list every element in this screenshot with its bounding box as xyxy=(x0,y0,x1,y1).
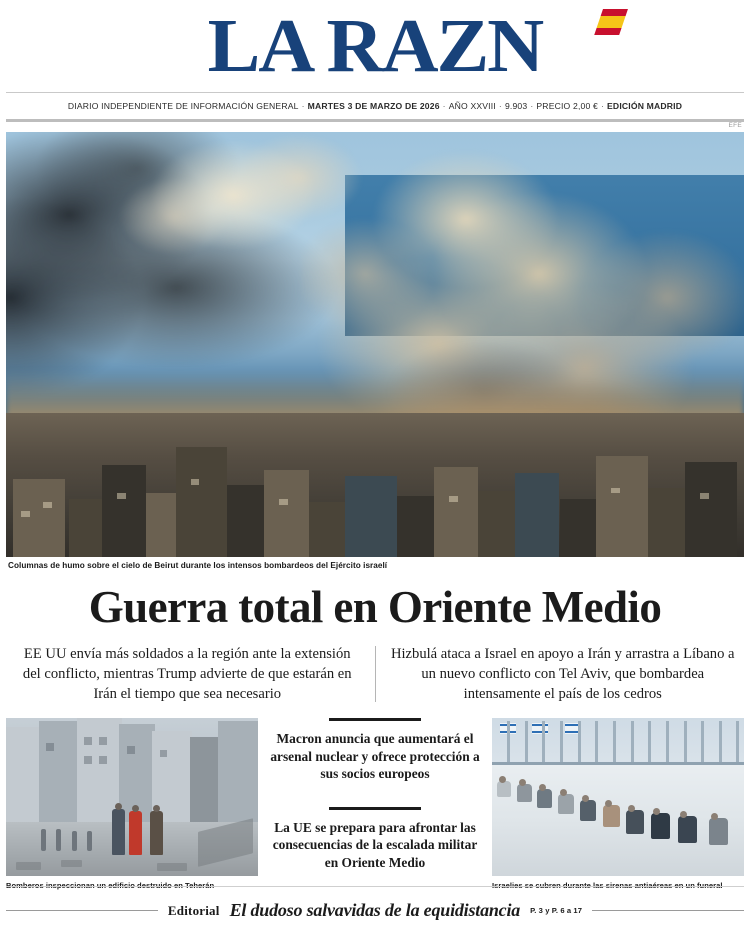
editorial-title[interactable]: El dudoso salvavidas de la equidistancia xyxy=(229,900,521,920)
lower-section xyxy=(6,718,744,890)
footer-line-left xyxy=(6,910,158,911)
main-photo xyxy=(6,132,744,557)
bottom-right-photo xyxy=(492,718,744,876)
editorial-footer xyxy=(6,900,744,921)
main-photo-caption: Columnas de humo sobre el cielo de Beirut durante los intensos bombardeos del Ejército israelí xyxy=(8,561,388,570)
subline-year: AÑO XXVIII xyxy=(448,101,496,111)
subheadline-row xyxy=(14,644,736,704)
photo-cityscape xyxy=(6,413,744,558)
bottom-left-article xyxy=(6,718,258,890)
subheadline-right: Hizbulá ataca a Israel en apoyo a Irán y arrastra a Líbano a un nuevo conflicto con Tel Aviv, que bombardea intensamente el país de los cedros xyxy=(390,646,735,702)
page-headline: Guerra total en Oriente Medio xyxy=(88,582,662,632)
subline-price: PRECIO 2,00 € xyxy=(536,101,598,111)
subline-sep-3: · xyxy=(498,101,502,111)
footer-divider xyxy=(6,886,744,887)
subline-edition: EDICIÓN MADRID xyxy=(607,101,683,111)
subheadline-divider xyxy=(375,646,376,702)
subline-sep-2: · xyxy=(442,101,446,111)
bottom-left-caption xyxy=(6,876,258,890)
subline-issue: 9.903 xyxy=(504,101,528,111)
logo-text-primary: LA RAZ xyxy=(207,4,488,88)
center-headline-2[interactable]: La UE se prepara para afrontar las consecuencias de la escalada militar en Oriente Medio xyxy=(272,819,478,870)
spanish-flag-accent-icon xyxy=(594,9,628,35)
footer-line-right xyxy=(592,910,744,911)
editorial-pages: P. 3 y P. 6 a 17 xyxy=(530,906,583,915)
center-headline-1[interactable]: Macron anuncia que aumentará el arsenal nuclear y ofrece protección a sus socios europeos xyxy=(270,731,480,782)
newspaper-logo[interactable] xyxy=(207,4,543,88)
bottom-left-photo xyxy=(6,718,258,876)
subline-descriptor: DIARIO INDEPENDIENTE DE INFORMACIÓN GENERAL xyxy=(67,101,299,111)
masthead xyxy=(0,0,750,92)
logo-text-secondary: N xyxy=(487,4,543,88)
subline-sep-1: · xyxy=(301,101,305,111)
subline-date: MARTES 3 DE MARZO DE 2026 xyxy=(307,101,440,111)
photo-credit-row xyxy=(6,122,744,132)
bottom-right-caption xyxy=(492,876,744,890)
subline-sep-5: · xyxy=(600,101,605,111)
center-rule-1 xyxy=(329,718,421,721)
center-column xyxy=(258,718,492,872)
center-rule-2 xyxy=(329,807,421,810)
masthead-subline xyxy=(0,93,750,119)
subline-sep-4: · xyxy=(530,101,534,111)
bottom-right-article xyxy=(492,718,744,890)
subheadline-left: EE UU envía más soldados a la región ante la extensión del conflicto, mientras Trump advierte de que estarán en Irán el tiempo que sea necesario xyxy=(22,646,352,702)
photo-credit: EFE xyxy=(728,122,742,129)
editorial-label: Editorial xyxy=(167,902,220,918)
